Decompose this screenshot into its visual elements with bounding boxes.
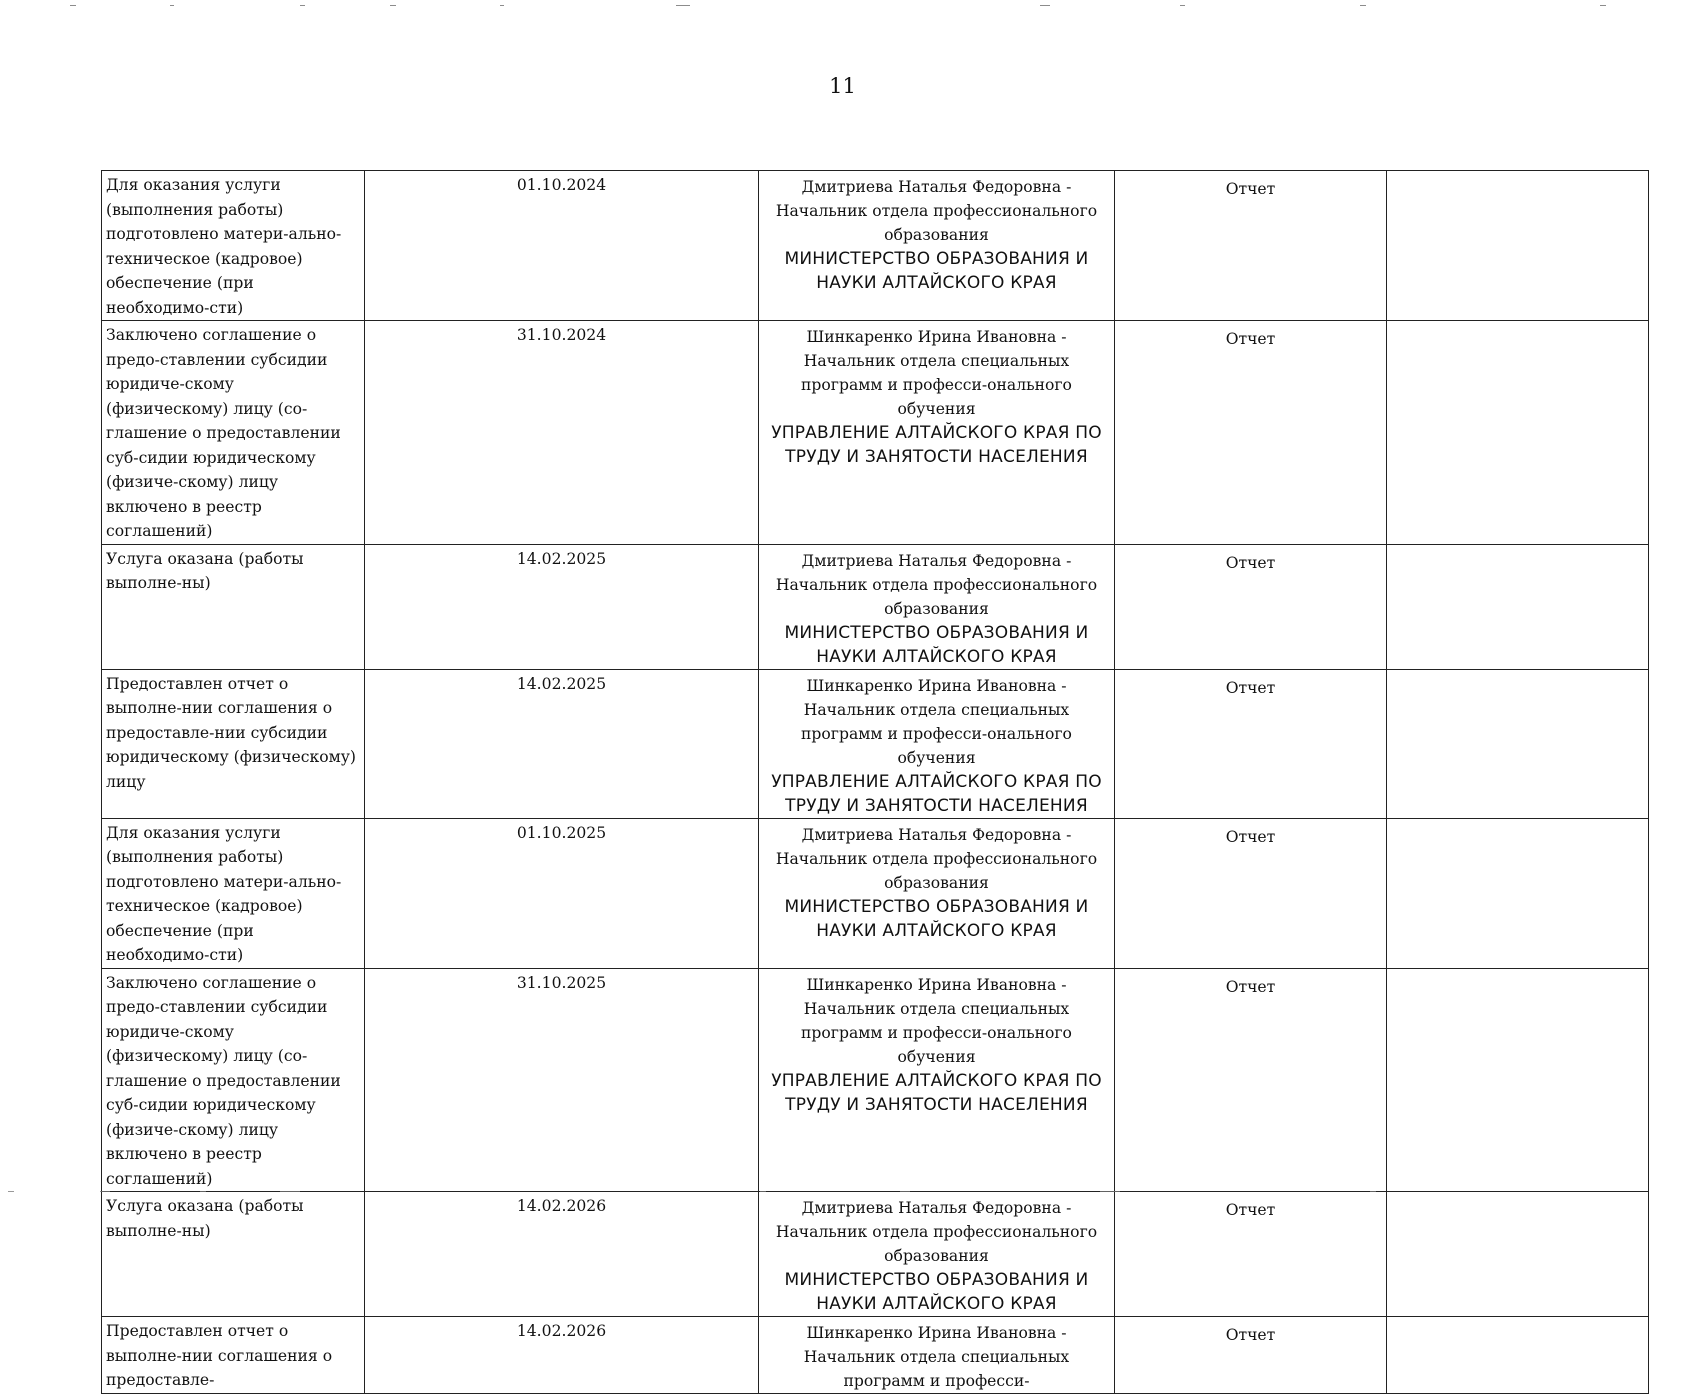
event-cell: Предоставлен отчет о выполне-нии соглашения о предоставле-нии субсидии юридическому (физическому) лицу	[102, 669, 365, 818]
event-cell: Услуга оказана (работы выполне-ны)	[102, 1192, 365, 1317]
table-row	[102, 669, 1649, 818]
date-cell: 14.02.2025	[365, 669, 759, 818]
responsible-cell	[759, 818, 1115, 968]
document-type-cell: Отчет	[1115, 1192, 1387, 1317]
document-type-cell: Отчет	[1115, 321, 1387, 545]
document-type-cell: Отчет	[1115, 544, 1387, 669]
date-cell: 31.10.2025	[365, 968, 759, 1192]
extra-cell	[1387, 669, 1649, 818]
responsible-person: Шинкаренко Ирина Ивановна - Начальник отдела специальных программ и професси-онального обучения	[801, 676, 1072, 767]
responsible-person: Дмитриева Наталья Федоровна - Начальник отдела профессионального образования	[775, 825, 1098, 892]
responsible-cell	[759, 1192, 1115, 1317]
date-cell: 01.10.2024	[365, 171, 759, 321]
table-row	[102, 818, 1649, 968]
scan-artifacts-top	[0, 4, 1685, 6]
document-type-cell: Отчет	[1115, 1317, 1387, 1394]
extra-cell	[1387, 1192, 1649, 1317]
responsible-organization: МИНИСТЕРСТВО ОБРАЗОВАНИЯ И НАУКИ АЛТАЙСКОГО КРАЯ	[784, 249, 1089, 293]
date-cell: 14.02.2026	[365, 1192, 759, 1317]
date-cell: 14.02.2026	[365, 1317, 759, 1394]
responsible-organization: УПРАВЛЕНИЕ АЛТАЙСКОГО КРАЯ ПО ТРУДУ И ЗАНЯТОСТИ НАСЕЛЕНИЯ	[771, 423, 1102, 467]
scan-artifacts-bottom	[0, 1190, 1685, 1192]
extra-cell	[1387, 321, 1649, 545]
table-row	[102, 1192, 1649, 1317]
event-cell: Заключено соглашение о предо-ставлении субсидии юридиче-скому (физическому) лицу (со-глашение о предоставлении суб-сидии юридическому (физиче-скому) лицу включено в реестр соглашений)	[102, 321, 365, 545]
responsible-organization: УПРАВЛЕНИЕ АЛТАЙСКОГО КРАЯ ПО ТРУДУ И ЗАНЯТОСТИ НАСЕЛЕНИЯ	[771, 1070, 1102, 1115]
responsible-organization: МИНИСТЕРСТВО ОБРАЗОВАНИЯ И НАУКИ АЛТАЙСКОГО КРАЯ	[784, 896, 1089, 941]
event-cell: Для оказания услуги (выполнения работы) подготовлено матери-ально-техническое (кадровое) обеспечение (при необходимо-сти)	[102, 171, 365, 321]
responsible-cell	[759, 1317, 1115, 1394]
control-points-table	[101, 170, 1649, 1394]
document-type-cell: Отчет	[1115, 968, 1387, 1192]
responsible-cell	[759, 669, 1115, 818]
date-cell: 01.10.2025	[365, 818, 759, 968]
document-type-cell: Отчет	[1115, 171, 1387, 321]
table-row	[102, 321, 1649, 545]
responsible-cell	[759, 544, 1115, 669]
table-row	[102, 968, 1649, 1192]
responsible-cell	[759, 968, 1115, 1192]
extra-cell	[1387, 818, 1649, 968]
event-cell: Услуга оказана (работы выполне-ны)	[102, 544, 365, 669]
document-type-cell: Отчет	[1115, 669, 1387, 818]
event-cell: Заключено соглашение о предо-ставлении субсидии юридиче-скому (физическому) лицу (со-глашение о предоставлении суб-сидии юридическому (физиче-скому) лицу включено в реестр соглашений)	[102, 968, 365, 1192]
page-number: 11	[829, 74, 856, 98]
responsible-cell	[759, 321, 1115, 545]
responsible-organization: УПРАВЛЕНИЕ АЛТАЙСКОГО КРАЯ ПО ТРУДУ И ЗАНЯТОСТИ НАСЕЛЕНИЯ	[771, 771, 1102, 816]
responsible-organization: МИНИСТЕРСТВО ОБРАЗОВАНИЯ И НАУКИ АЛТАЙСКОГО КРАЯ	[784, 1270, 1089, 1314]
extra-cell	[1387, 968, 1649, 1192]
responsible-person: Дмитриева Наталья Федоровна - Начальник отдела профессионального образования	[775, 178, 1098, 244]
responsible-person: Дмитриева Наталья Федоровна - Начальник отдела профессионального образования	[775, 551, 1098, 618]
extra-cell	[1387, 544, 1649, 669]
event-cell: Для оказания услуги (выполнения работы) подготовлено матери-ально-техническое (кадровое) обеспечение (при необходимо-сти)	[102, 818, 365, 968]
date-cell: 14.02.2025	[365, 544, 759, 669]
responsible-cell	[759, 171, 1115, 321]
table-row	[102, 544, 1649, 669]
event-cell: Предоставлен отчет о выполне-нии соглашения о предоставле-	[102, 1317, 365, 1394]
responsible-person: Дмитриева Наталья Федоровна - Начальник отдела профессионального образования	[775, 1199, 1098, 1265]
responsible-organization: МИНИСТЕРСТВО ОБРАЗОВАНИЯ И НАУКИ АЛТАЙСКОГО КРАЯ	[784, 622, 1089, 667]
table-row	[102, 171, 1649, 321]
document-type-cell: Отчет	[1115, 818, 1387, 968]
responsible-person: Шинкаренко Ирина Ивановна - Начальник отдела специальных программ и професси-онального обучения	[801, 975, 1072, 1066]
date-cell: 31.10.2024	[365, 321, 759, 545]
responsible-person: Шинкаренко Ирина Ивановна - Начальник отдела специальных программ и професси-	[803, 1324, 1070, 1390]
extra-cell	[1387, 1317, 1649, 1394]
extra-cell	[1387, 171, 1649, 321]
table-row	[102, 1317, 1649, 1394]
responsible-person: Шинкаренко Ирина Ивановна - Начальник отдела специальных программ и професси-онального обучения	[801, 328, 1072, 418]
